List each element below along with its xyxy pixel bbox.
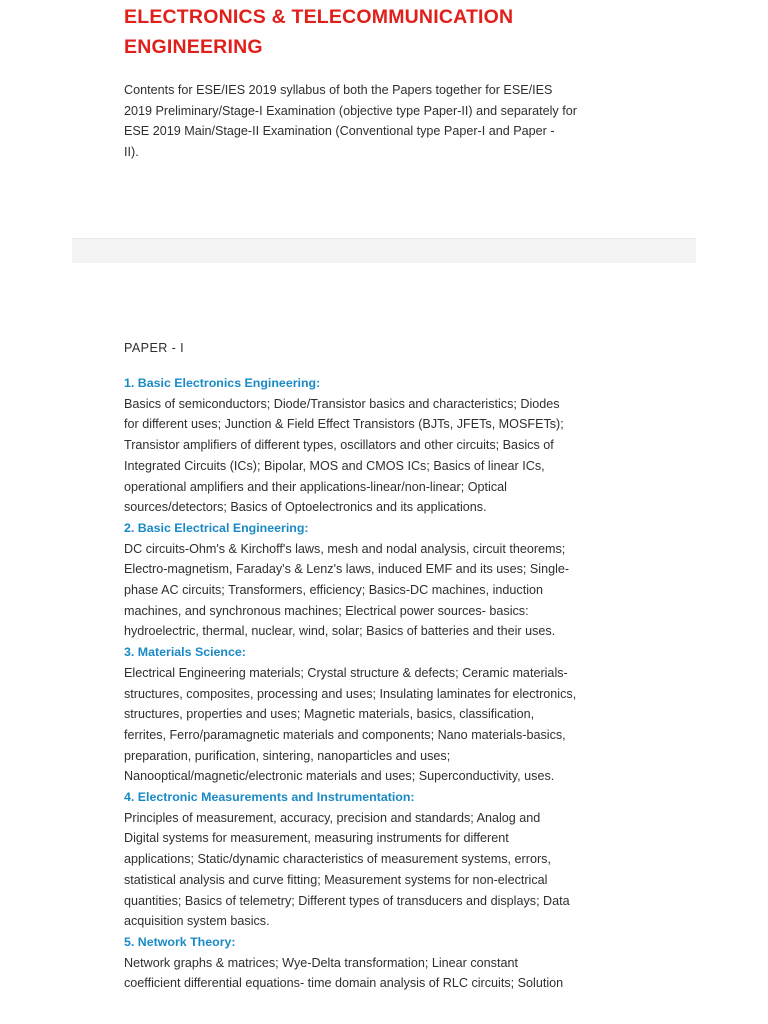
- topic-line: DC circuits-Ohm's & Kirchoff's laws, mesh and nodal analysis, circuit theorems;: [124, 541, 566, 556]
- topic-line: quantities; Basics of telemetry; Different types of transducers and displays; Data: [124, 893, 570, 908]
- title-line: ENGINEERING: [124, 36, 263, 58]
- topic-block: [124, 932, 638, 994]
- topic-block: [124, 518, 638, 642]
- title-line: ELECTRONICS & TELECOMMUNICATION: [124, 6, 514, 28]
- topic-line: Nanooptical/magnetic/electronic materials and uses; Superconductivity, uses.: [124, 769, 555, 784]
- paper-label: PAPER - I: [124, 341, 185, 355]
- intro-line: 2019 Preliminary/Stage-I Examination (objective type Paper-II) and separately for: [124, 103, 577, 118]
- topic-line: ferrites, Ferro/paramagnetic materials and components; Nano materials-basics,: [124, 727, 566, 742]
- topic-line: statistical analysis and curve fitting; Measurement systems for non-electrical: [124, 872, 548, 887]
- topic-line: Network graphs & matrices; Wye-Delta transformation; Linear constant: [124, 955, 518, 970]
- topic-line: preparation, purification, sintering, nanoparticles and uses;: [124, 748, 451, 763]
- topic-line: machines, and synchronous machines; Electrical power sources- basics:: [124, 603, 529, 618]
- topic-text: [124, 808, 638, 932]
- topic-line: Integrated Circuits (ICs); Bipolar, MOS and CMOS ICs; Basics of linear ICs,: [124, 458, 545, 473]
- topic-line: structures, properties and uses; Magnetic materials, basics, classification,: [124, 707, 535, 722]
- topic-block: [124, 373, 638, 518]
- topic-heading: 5. Network Theory:: [124, 934, 236, 949]
- topic-text: [124, 539, 638, 643]
- separator-band: [72, 238, 696, 263]
- intro-line: Contents for ESE/IES 2019 syllabus of both the Papers together for ESE/IES: [124, 83, 553, 97]
- topic-line: applications; Static/dynamic characteristics of measurement systems, errors,: [124, 852, 551, 867]
- topic-heading: 1. Basic Electronics Engineering:: [124, 376, 321, 390]
- topic-line: Electrical Engineering materials; Crystal structure & defects; Ceramic materials-: [124, 665, 568, 680]
- topic-line: phase AC circuits; Transformers, efficiency; Basics-DC machines, induction: [124, 583, 544, 598]
- topic-text: [124, 953, 638, 994]
- topic-heading: 4. Electronic Measurements and Instrumentation:: [124, 790, 415, 805]
- topic-heading: 2. Basic Electrical Engineering:: [124, 520, 309, 535]
- topic-heading: 3. Materials Science:: [124, 645, 246, 660]
- topic-text: [124, 394, 638, 518]
- syllabus-section: [124, 373, 638, 994]
- topic-line: Transistor amplifiers of different types, oscillators and other circuits; Basics of: [124, 438, 554, 453]
- topic-line: for different uses; Junction & Field Effect Transistors (BJTs, JFETs, MOSFETs);: [124, 417, 564, 432]
- topic-line: structures, composites, processing and uses; Insulating laminates for electronics,: [124, 686, 577, 701]
- intro-line: II).: [124, 144, 139, 159]
- intro-line: ESE 2019 Main/Stage-II Examination (Conventional type Paper-I and Paper -: [124, 124, 555, 139]
- topic-line: Basics of semiconductors; Diode/Transistor basics and characteristics; Diodes: [124, 396, 560, 411]
- topic-text: [124, 663, 638, 787]
- topic-line: sources/detectors; Basics of Optoelectronics and its applications.: [124, 500, 487, 515]
- topic-line: acquisition system basics.: [124, 914, 270, 929]
- topic-line: Digital systems for measurement, measuring instruments for different: [124, 831, 509, 846]
- topic-block: [124, 642, 638, 787]
- topic-line: operational amplifiers and their applications-linear/non-linear; Optical: [124, 479, 507, 494]
- topic-line: coefficient differential equations- time domain analysis of RLC circuits; Solution: [124, 976, 564, 991]
- topic-block: [124, 787, 638, 932]
- topic-line: hydroelectric, thermal, nuclear, wind, solar; Basics of batteries and their uses.: [124, 624, 556, 639]
- topic-line: Electro-magnetism, Faraday's & Lenz's laws, induced EMF and its uses; Single-: [124, 562, 570, 577]
- topic-line: Principles of measurement, accuracy, precision and standards; Analog and: [124, 810, 541, 825]
- page-title: [124, 2, 684, 62]
- intro-paragraph: [124, 80, 640, 162]
